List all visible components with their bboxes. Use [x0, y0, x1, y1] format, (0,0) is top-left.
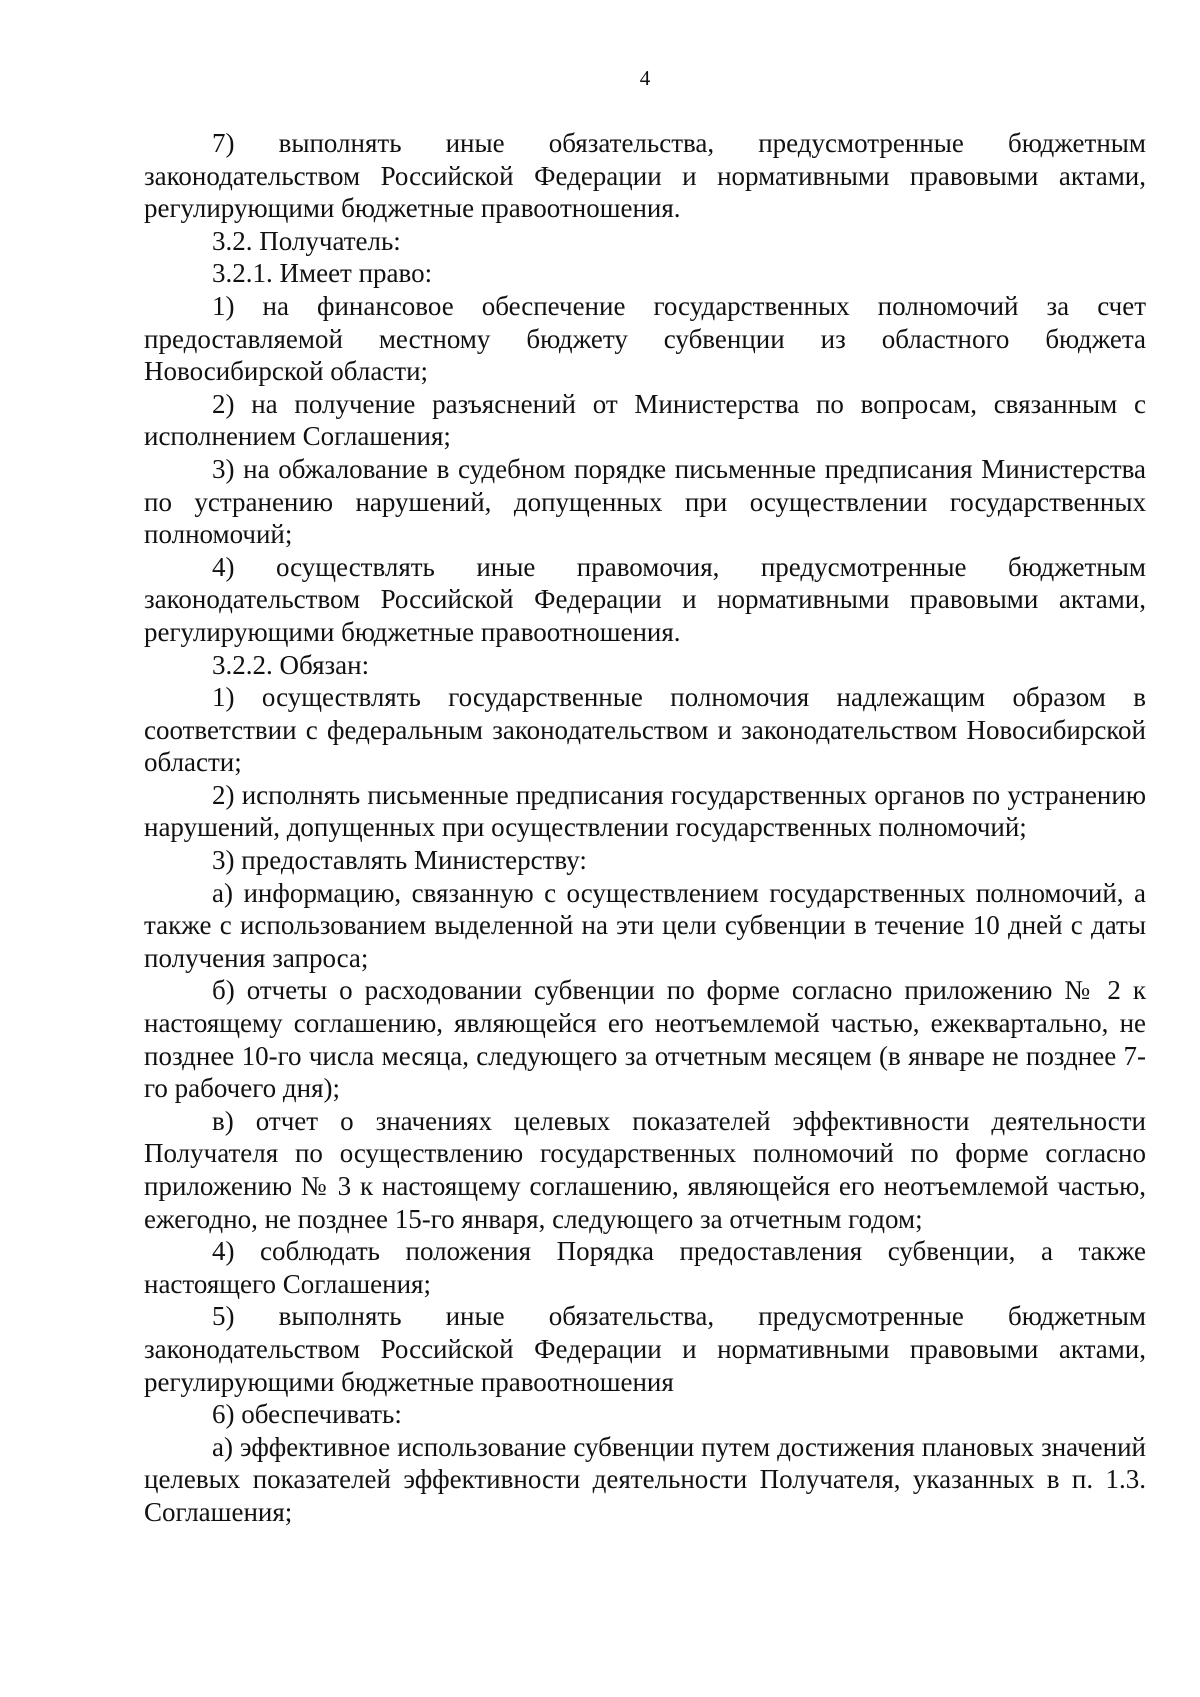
section-heading-3-2: 3.2. Получатель: [212, 225, 401, 256]
paragraph-3-2-1-3: 3) на обжалование в судебном порядке письменные предписания Министерства по устранению нарушений, допущенных при осуществлении государственных полномочий; [144, 453, 1146, 550]
paragraph-3-2-2-2: 2) исполнять письменные предписания государственных органов по устранению нарушений, допущенных при осуществлении государственных полномочий; [144, 779, 1146, 843]
page-number: 4 [639, 66, 651, 90]
paragraph-3-2-2-1: 1) осуществлять государственные полномочия надлежащим образом в соответствии с федеральным законодательством и законодательством Новосибирской области; [144, 682, 1146, 778]
section-heading-3-2-2: 3.2.2. Обязан: [212, 649, 370, 680]
paragraph-3-2-2-3-a: а) информацию, связанную с осуществлением государственных полномочий, а также с использованием выделенной на эти цели субвенции в течение 10 дней с даты получения запроса; [144, 877, 1146, 973]
paragraph-3-2-2-6: 6) обеспечивать: [212, 1399, 402, 1430]
paragraph-3-1-7: 7) выполнять иные обязательства, предусмотренные бюджетным законодательством Российской Федерации и нормативными правовыми актами, регулирующими бюджетные правоотношения. [144, 128, 1146, 224]
document-body [144, 127, 1146, 1529]
paragraph-3-2-2-3-v: в) отчет о значениях целевых показателей эффективности деятельности Получателя по осуществлению государственных полномочий по форме согласно приложению № 3 к настоящему соглашению, являющейся его неотъемлемой частью, ежегодно, не позднее 15-го января, следующего за отчетным годом; [144, 1105, 1146, 1234]
paragraph-3-2-2-4: 4) соблюдать положения Порядка предоставления субвенции, а также настоящего Соглашения; [144, 1236, 1146, 1299]
section-heading-3-2-1: 3.2.1. Имеет право: [212, 258, 433, 289]
paragraph-3-2-2-3-b: б) отчеты о расходовании субвенции по форме согласно приложению № 2 к настоящему соглашению, являющейся его неотъемлемой частью, ежеквартально, не позднее 10-го числа месяца, следующего за отчетным месяцем (в январе не позднее 7-го рабочего дня); [144, 975, 1146, 1104]
paragraph-3-2-2-3: 3) предоставлять Министерству: [212, 845, 587, 876]
paragraph-3-2-2-6-a: а) эффективное использование субвенции путем достижения плановых значений целевых показателей эффективности деятельности Получателя, указанных в п. 1.3. Соглашения; [144, 1431, 1146, 1527]
paragraph-3-2-1-4: 4) осуществлять иные правомочия, предусмотренные бюджетным законодательством Российской Федерации и нормативными правовыми актами, регулирующими бюджетные правоотношения. [144, 551, 1146, 647]
paragraph-3-2-2-5: 5) выполнять иные обязательства, предусмотренные бюджетным законодательством Российской Федерации и нормативными правовыми актами, регулирующими бюджетные правоотношения [144, 1301, 1146, 1397]
paragraph-3-2-1-1: 1) на финансовое обеспечение государственных полномочий за счет предоставляемой местному бюджету субвенции из областного бюджета Новосибирской области; [144, 290, 1146, 387]
paragraph-3-2-1-2: 2) на получение разъяснений от Министерства по вопросам, связанным с исполнением Соглашения; [144, 388, 1146, 452]
